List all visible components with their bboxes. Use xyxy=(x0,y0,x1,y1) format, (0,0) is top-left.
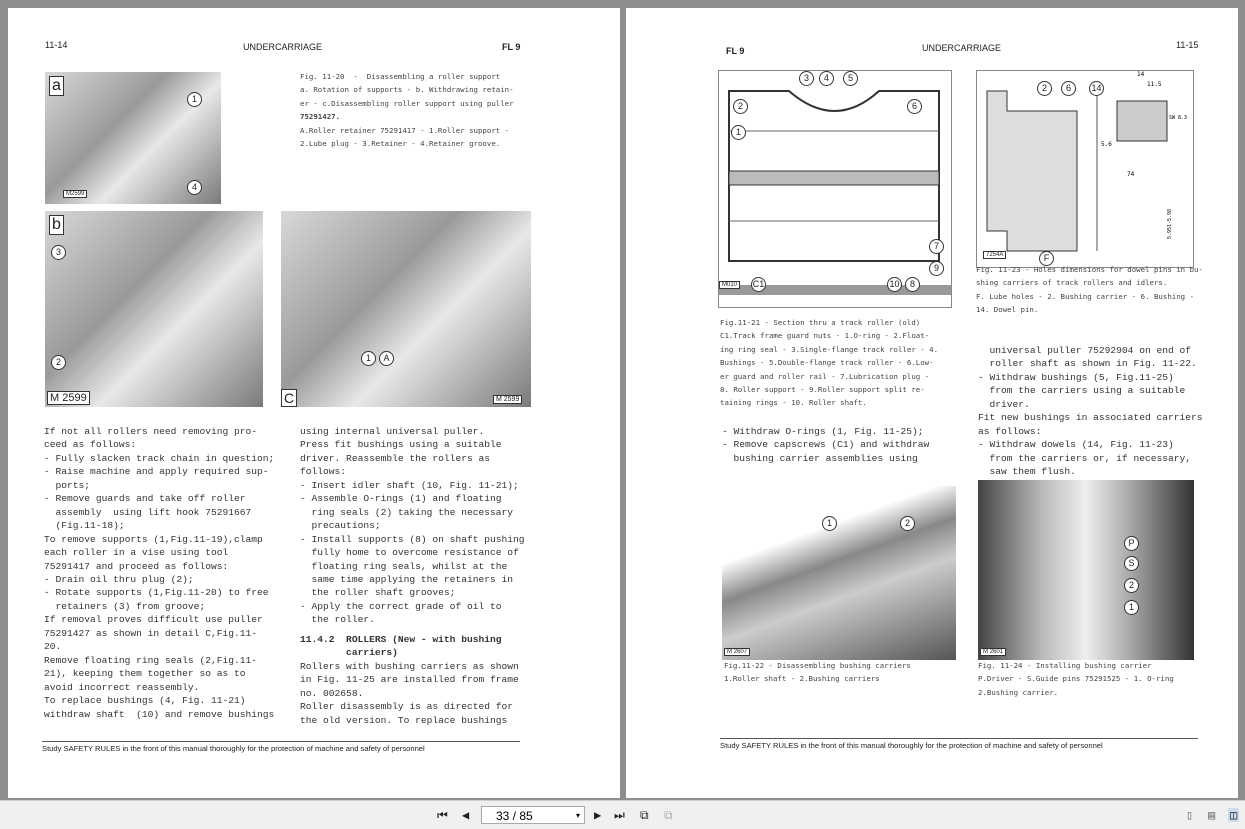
text-line: Fit new bushings in associated carriers xyxy=(978,412,1203,424)
text-line: 2.Bushing carrier. xyxy=(978,687,1059,697)
callout: A xyxy=(379,351,394,366)
text-line: Press fit bushings using a suitable xyxy=(300,439,502,451)
callout: 1 xyxy=(1124,600,1139,615)
first-page-icon[interactable]: ⏮ xyxy=(437,808,448,822)
safety-footer: Study SAFETY RULES in the front of this manual thoroughly for the protection of machine and safety of personnel xyxy=(720,738,1198,750)
fig-11-21-caption xyxy=(720,316,938,410)
chevron-down-icon[interactable]: ▾ xyxy=(575,811,580,820)
text-line: - Withdraw dowels (14, Fig. 11-23) xyxy=(978,439,1174,451)
figure-11-24-photo xyxy=(978,480,1194,660)
left-page xyxy=(8,8,620,798)
callout: 2 xyxy=(1124,578,1139,593)
figure-code: M 2599 xyxy=(47,391,90,405)
right-column-text-2 xyxy=(300,660,519,727)
model-label: FL 9 xyxy=(502,42,521,52)
text-line: - Apply the correct grade of oil to xyxy=(300,600,502,612)
text-line: 1.Roller shaft - 2.Bushing carriers xyxy=(724,674,880,684)
text-line: - Withdraw O-rings (1, Fig. 11-25); xyxy=(722,426,924,437)
text-line: shing carriers of track rollers and idlers. xyxy=(976,278,1168,288)
text-line: same time applying the retainers in xyxy=(300,573,514,585)
right-column-text xyxy=(978,344,1203,479)
fit-page-icon[interactable]: ⧉ xyxy=(640,808,649,822)
text-line: - Withdraw bushings (5, Fig.11-25) xyxy=(978,371,1174,383)
left-column-text xyxy=(44,425,274,721)
dimension: 5.951-5.98 xyxy=(1167,208,1174,240)
callout: 2 xyxy=(900,516,915,531)
figure-11-20a xyxy=(45,72,221,204)
text-line: Roller disassembly is as directed for xyxy=(300,701,514,713)
callout: 3 xyxy=(51,245,66,260)
text-line: driver. Reassemble the rollers as xyxy=(300,452,490,464)
middle-column-text xyxy=(722,425,929,465)
fit-width-icon[interactable]: ⧉ xyxy=(664,808,673,822)
text-line: - Assemble O-rings (1) and floating xyxy=(300,493,502,505)
callout: 2 xyxy=(733,99,748,114)
text-line: in Fig. 11-25 are installed from frame xyxy=(300,674,519,686)
fig-letter: a xyxy=(49,76,64,96)
text-line: assembly using lift hook 75291667 xyxy=(44,506,252,518)
text-line: from the carriers or, if necessary, xyxy=(978,452,1192,464)
text-line: 20. xyxy=(44,641,62,653)
text-line: the roller. xyxy=(300,614,375,626)
text-line: ceed as follows: xyxy=(44,439,137,451)
dimension: SW 8.3 xyxy=(1169,115,1188,121)
text-line: the old version. To replace bushings xyxy=(300,714,508,726)
text-line: F. Lube holes - 2. Bushing carrier - 6. Bushing - xyxy=(976,291,1195,301)
text-line: follows: xyxy=(300,466,347,478)
figure-11-20b xyxy=(45,211,263,407)
fig-11-20-caption: Fig. 11-20 - Disassembling a roller support a. Rotation of supports - b. Withdrawing retain- er - c.Disassembling roller support using puller 75291427. A.Roller retainer 75291417 - 1.Roller support - 2.Lube plug - 3.Retainer - 4.Retainer groove. xyxy=(300,72,514,149)
text-line: 14. Dowel pin. xyxy=(976,305,1039,315)
next-page-icon[interactable]: ▶ xyxy=(594,808,602,822)
dimension: 74 xyxy=(1127,171,1135,178)
callout: 8 xyxy=(905,277,920,292)
text-line: ports; xyxy=(44,479,91,491)
text-line: Bushings - 5.Double-flange track roller - 6.Low- xyxy=(720,358,934,368)
section-title: UNDERCARRIAGE xyxy=(922,43,1002,53)
text-line: the roller shaft grooves; xyxy=(300,587,456,599)
text-line: 21), keeping them together so as to xyxy=(44,668,246,680)
figure-code: M2599 xyxy=(63,190,87,198)
text-line: using internal universal puller. xyxy=(300,426,485,437)
right-column-text xyxy=(300,425,525,627)
callout: 10 xyxy=(887,277,902,292)
text-line: driver. xyxy=(978,398,1030,410)
text-line: ring seals (2) taking the necessary xyxy=(300,506,514,518)
text-line: Fig. 11-24 - Installing bushing carrier xyxy=(978,661,1152,670)
text-line: ing ring seal - 3.Single-flange track roller - 4. xyxy=(720,344,939,354)
text-line: each roller in a vise using tool xyxy=(44,547,229,559)
text-line: - Remove guards and take off roller xyxy=(44,493,246,505)
figure-11-20c xyxy=(281,211,531,407)
text-line: If removal proves difficult use puller xyxy=(44,614,263,626)
dimension: 11.5 xyxy=(1147,81,1162,88)
text-line: saw them flush. xyxy=(978,466,1076,478)
text-line: P.Driver - S.Guide pins 75291525 - 1. O-ring xyxy=(978,674,1174,684)
text-line: (Fig.11-18); xyxy=(44,520,125,532)
callout: 4 xyxy=(187,180,202,195)
page-number: 11-15 xyxy=(1176,40,1199,50)
callout: 3 xyxy=(799,71,814,86)
callout: 14 xyxy=(1089,81,1104,96)
safety-footer: Study SAFETY RULES in the front of this manual thoroughly for the protection of machine and safety of personnel xyxy=(42,741,520,753)
model-label: FL 9 xyxy=(726,46,745,56)
text-line: - Remove capscrews (C1) and withdraw xyxy=(722,439,930,451)
text-line: - Rotate supports (1,Fig.11-20) to free xyxy=(44,587,269,599)
text-line: Remove floating ring seals (2,Fig.11- xyxy=(44,654,258,666)
text-line: - Drain oil thru plug (2); xyxy=(44,573,194,585)
section-title: UNDERCARRIAGE xyxy=(243,42,323,52)
page-number-value: 33 / 85 xyxy=(496,809,533,823)
text-line: avoid incorrect reassembly. xyxy=(44,681,200,693)
text-line: Fig. 11-23 - Holes dimensions for dowel pins in bu- xyxy=(976,265,1203,274)
text-line: precautions; xyxy=(300,520,381,532)
callout: S xyxy=(1124,556,1139,571)
viewer-toolbar xyxy=(0,800,1245,829)
fig-letter: C xyxy=(281,389,297,407)
text-line: retainers (3) from groove; xyxy=(44,600,206,612)
text-line: 8. Roller support - 9.Roller support split re- xyxy=(720,385,925,395)
text-line: withdraw shaft (10) and remove bushings xyxy=(44,708,275,720)
two-page-icon[interactable]: ◫ xyxy=(1230,808,1238,822)
text-line: carriers) xyxy=(300,647,398,659)
text-line: bushing carrier assemblies using xyxy=(722,452,918,464)
callout: 7 xyxy=(929,239,944,254)
fig-11-23-caption xyxy=(976,263,1203,317)
page-number-input[interactable] xyxy=(481,806,585,824)
text-line: Rollers with bushing carriers as shown xyxy=(300,661,519,672)
callout: 2 xyxy=(1037,81,1052,96)
text-line: 75291427 as shown in detail C,Fig.11- xyxy=(44,627,258,639)
dimension: 5.6 xyxy=(1101,141,1112,148)
figure-code: M 2599 xyxy=(493,395,522,404)
callout: C1 xyxy=(751,277,766,292)
figure-code: M 2601 xyxy=(980,648,1006,656)
fig-11-24-caption xyxy=(978,659,1174,699)
text-line: - Install supports (8) on shaft pushing xyxy=(300,533,525,545)
text-line: Fig.11-22 - Disassembling bushing carriers xyxy=(724,661,911,670)
text-line: - Raise machine and apply required sup- xyxy=(44,466,269,478)
text-line: fully home to overcome resistance of xyxy=(300,547,519,559)
text-line: universal puller 75292904 on end of xyxy=(978,345,1192,356)
text-line: er guard and roller rail - 7.Lubrication plug - xyxy=(720,371,930,381)
figure-11-23-drawing xyxy=(976,70,1194,268)
callout: F xyxy=(1039,251,1054,266)
text-line: 75291417 and proceed as follows: xyxy=(44,560,229,572)
text-line: To replace bushings (4, Fig. 11-21) xyxy=(44,695,246,707)
text-line: If not all rollers need removing pro- xyxy=(44,426,258,437)
text-line: roller shaft as shown in Fig. 11-22. xyxy=(978,358,1197,370)
text-line: - Fully slacken track chain in question; xyxy=(44,452,275,464)
figure-11-21-section xyxy=(718,70,952,308)
text-line: from the carriers using a suitable xyxy=(978,385,1186,397)
figure-code: M010 xyxy=(719,281,740,289)
callout: 2 xyxy=(51,355,66,370)
callout: 1 xyxy=(361,351,376,366)
text-line: Fig.11-21 - Section thru a track roller (old) xyxy=(720,318,921,327)
single-page-icon[interactable]: ▯ xyxy=(1186,808,1194,822)
section-heading xyxy=(300,633,502,660)
callout: 1 xyxy=(822,516,837,531)
previous-page-icon[interactable]: ◀ xyxy=(462,808,470,822)
text-line: as follows: xyxy=(978,425,1042,437)
figure-code: 7254A xyxy=(983,251,1006,259)
text-line: no. 002658. xyxy=(300,687,364,699)
text-line: C1.Track frame guard nuts - 1.O-ring - 2.Float- xyxy=(720,331,930,341)
page-number: 11-14 xyxy=(45,40,68,50)
fig-11-22-caption xyxy=(724,659,911,686)
callout: 5 xyxy=(843,71,858,86)
callout: P xyxy=(1124,536,1139,551)
text-line: floating ring seals, whilst at the xyxy=(300,560,508,572)
figure-code: M 2607 xyxy=(724,648,750,656)
fig-letter: b xyxy=(49,215,64,235)
callout: 9 xyxy=(929,261,944,276)
text-line: - Insert idler shaft (10, Fig. 11-21); xyxy=(300,479,519,491)
figure-11-22-photo xyxy=(722,486,956,660)
dimension: 14 xyxy=(1137,71,1145,78)
callout: 6 xyxy=(1061,81,1076,96)
callout: 1 xyxy=(187,92,202,107)
callout: 1 xyxy=(731,125,746,140)
text-line: taining rings - 10. Roller shaft. xyxy=(720,398,867,408)
right-page xyxy=(626,8,1238,798)
callout: 4 xyxy=(819,71,834,86)
continuous-page-icon[interactable]: ▤ xyxy=(1208,808,1216,822)
text-line: To remove supports (1,Fig.11-19),clamp xyxy=(44,533,263,545)
callout: 6 xyxy=(907,99,922,114)
text-line: 11.4.2 ROLLERS (New - with bushing xyxy=(300,634,502,645)
last-page-icon[interactable]: ⏭ xyxy=(614,808,625,822)
